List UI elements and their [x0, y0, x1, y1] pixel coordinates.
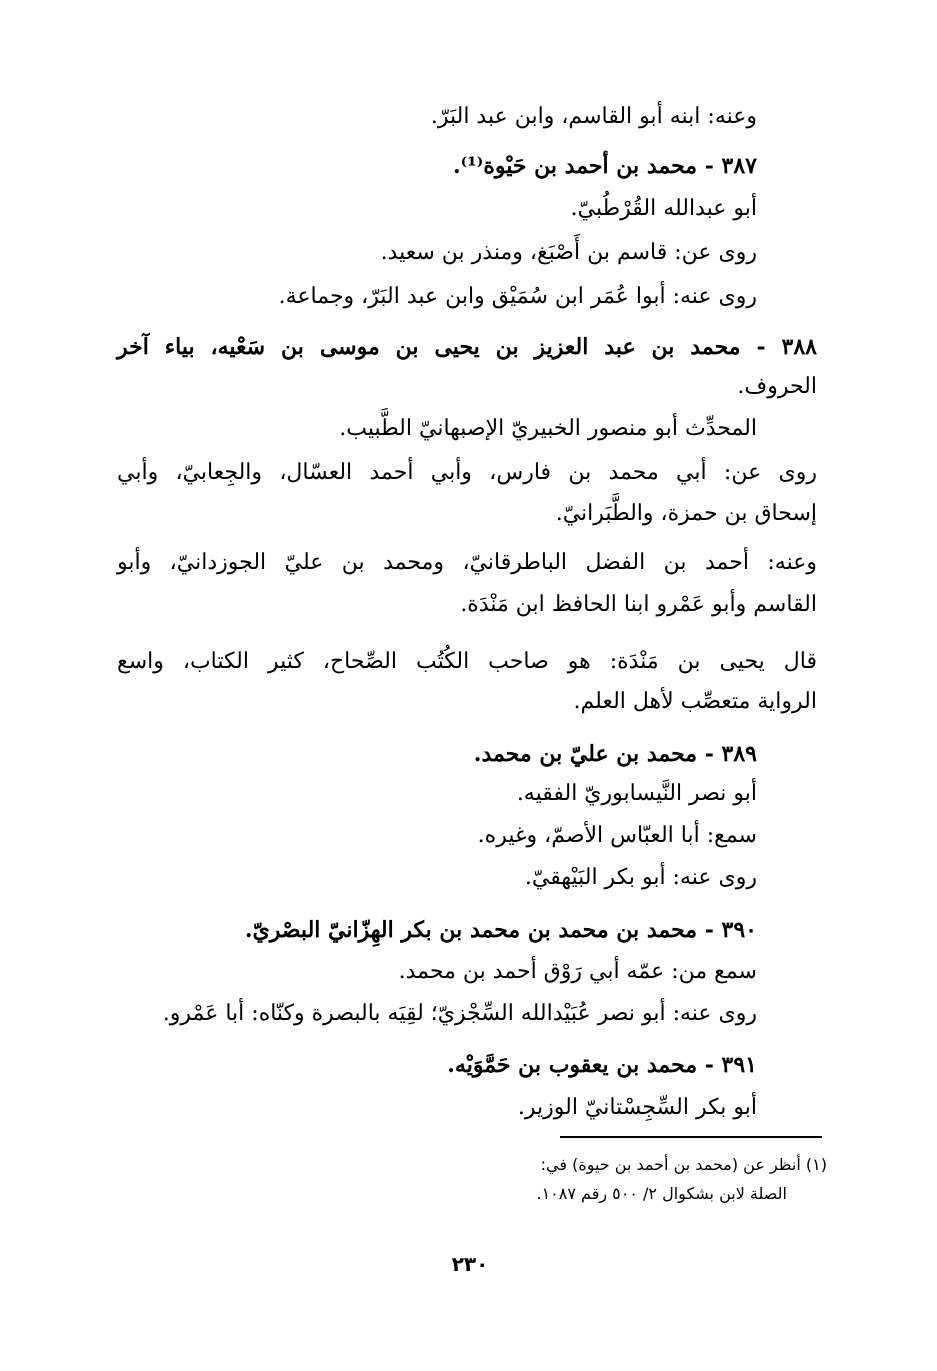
text-line: المحدِّث أبو منصور الخبيريّ الإصبهانيّ الطَّبيب.: [339, 416, 757, 441]
footnote-divider: [560, 1136, 822, 1138]
text-line: سمع من: عمّه أبي رَوْق أحمد بن محمد.: [398, 959, 757, 984]
entry-heading-388: ٣٨٨ - محمد بن عبد العزيز بن يحيى بن موسى بن سَعْيه، بياء آخر: [117, 334, 817, 360]
entry-heading-390: ٣٩٠ - محمد بن محمد بن محمد بن بكر الهِزّانيّ البصْريّ.: [244, 917, 757, 943]
footnote-line: (١) أنظر عن (محمد بن أحمد بن حيوة) في:: [540, 1155, 827, 1174]
text-line: الرواية متعصِّب لأهل العلم.: [573, 689, 817, 714]
entry-heading-387: ٣٨٧ - محمد بن أحمد بن حَيْوة⁽¹⁾.: [452, 153, 757, 179]
footnote-line: الصلة لابن بشكوال ٢/ ٥٠٠ رقم ١٠٨٧.: [536, 1184, 787, 1203]
text-line: روى عنه: أبو نصر عُبَيْدالله السِّجْزيّ؛ لقِيَه بالبصرة وكنّاه: أبا عَمْرو.: [162, 1001, 757, 1026]
text-line: وعنه: ابنه أبو القاسم، وابن عبد البَرّ.: [430, 104, 757, 129]
text-line: إسحاق بن حمزة، والطَّبَرانيّ.: [555, 501, 817, 526]
text-line: وعنه: أحمد بن الفضل الباطرقانيّ، ومحمد بن عليّ الجوزدانيّ، وأبو: [117, 550, 817, 575]
text-line: روى عن: قاسم بن أَصْبَغ، ومنذر بن سعيد.: [380, 240, 757, 265]
text-line: قال يحيى بن مَنْدَة: هو صاحب الكُتُب الصِّحاح، كثير الكتاب، واسع: [117, 649, 817, 674]
text-line: أبو عبدالله القُرْطُبيّ.: [570, 196, 757, 221]
text-line: أبو نصر النَّيسابوريّ الفقيه.: [516, 781, 757, 806]
text-line: أبو بكر السِّجِسْتانيّ الوزير.: [517, 1095, 757, 1120]
text-line: الحروف.: [737, 374, 817, 399]
text-line: سمع: أبا العبّاس الأصمّ، وغيره.: [477, 823, 757, 848]
text-line: روى عنه: أبو بكر البَيْهقيّ.: [524, 865, 757, 890]
entry-heading-391: ٣٩١ - محمد بن يعقوب بن حَمَّوَيْه.: [447, 1052, 757, 1078]
page-number: ٢٣٠: [451, 1252, 489, 1276]
text-line: روى عن: أبي محمد بن فارس، وأبي أحمد العسّال، والجِعابيّ، وأبي: [117, 460, 817, 485]
entry-heading-389: ٣٨٩ - محمد بن عليّ بن محمد.: [473, 741, 757, 767]
text-line: روى عنه: أبوا عُمَر ابن سُمَيْق وابن عبد البَرّ، وجماعة.: [278, 284, 757, 309]
text-line: القاسم وأبو عَمْرو ابنا الحافظ ابن مَنْدَة.: [460, 592, 817, 617]
